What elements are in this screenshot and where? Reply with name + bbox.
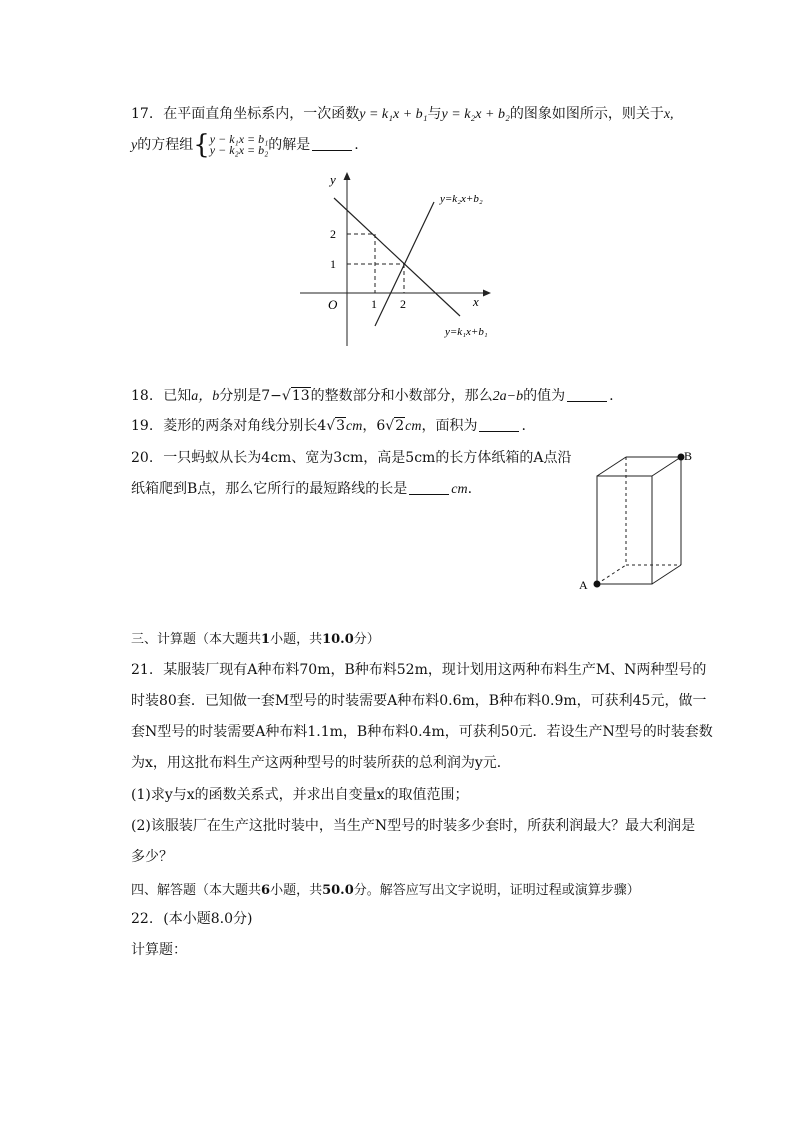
- q19-d1-unit: cm: [346, 419, 363, 434]
- q21-subquestion-1: (1)求y与x的函数关系式，并求出自变量x的取值范围；: [131, 787, 469, 803]
- q18-text-b: 分别是: [219, 388, 262, 404]
- x-axis-arrow: [483, 290, 491, 297]
- q22-header: [131, 909, 252, 929]
- front-face: [597, 476, 652, 584]
- system-eq2: y − k₂x = b₂: [209, 143, 269, 157]
- section3-heading: [131, 628, 380, 647]
- q19-sep: ，: [362, 418, 377, 434]
- q17-end: .: [354, 137, 359, 153]
- answer-blank[interactable]: [409, 480, 449, 495]
- system-brace: {: [193, 130, 210, 160]
- q21-text-line2: 时装80套．已知做一套M型号的时装需要A种布料0.6m，B种布料0.9m，可获利45元，做一: [131, 693, 707, 709]
- section3-title: 三、计算题（本大题共: [131, 632, 262, 647]
- section4-heading: [131, 879, 640, 898]
- section3-tail: 分）: [353, 632, 380, 647]
- tick-x1: 1: [371, 297, 377, 311]
- section3-count: 1: [261, 632, 271, 647]
- q17-text-e: 的解是: [268, 137, 311, 153]
- equation-system: [210, 134, 269, 156]
- q20-text-line1: 一只蚂蚁从长为4cm、宽为3cm，高是5cm的长方体纸箱的A点沿: [163, 450, 572, 466]
- section3-score: 10.0: [322, 632, 354, 647]
- x-label: x: [473, 294, 479, 309]
- q21-line4: [131, 753, 511, 773]
- q17-eq1: y = k₁x + b₁: [359, 107, 428, 122]
- q20-line2: [131, 479, 472, 500]
- q21-sub2b: [131, 847, 173, 867]
- q19-d1-rad: 3: [336, 418, 346, 434]
- q18-radicand: 13: [291, 388, 310, 404]
- q19-d1-coef: 4: [317, 418, 327, 434]
- q17-line1: [131, 104, 674, 125]
- q20-end: .: [467, 481, 473, 497]
- origin-label: O: [328, 297, 338, 312]
- point-A: [594, 581, 601, 588]
- cuboid-figure: [570, 446, 700, 596]
- q21-line2: [131, 691, 706, 711]
- q18-text-d: 的值为: [523, 388, 566, 404]
- y-label: y: [330, 172, 336, 187]
- q18-end: .: [609, 388, 614, 404]
- q17-conj: 与: [427, 106, 442, 122]
- q17-text-c: 的图象如图所示，则关于: [509, 106, 664, 122]
- top-edge-left: [597, 457, 626, 476]
- q21-text-line3: 套N型号的时装需要A种布料1.1m，B种布料0.4m，可获利50元．若设生产N型号的时装套数: [131, 724, 713, 740]
- section4-score: 50.0: [322, 883, 354, 898]
- q18-text-c: 的整数部分和小数部分，那么: [310, 388, 493, 404]
- answer-blank[interactable]: [479, 417, 519, 432]
- q22-points: (本小题8.0分): [163, 911, 253, 927]
- q21-subquestion-2-cont: 多少？: [131, 849, 173, 865]
- q17-line2: [131, 132, 359, 159]
- q19-d2-unit: cm: [405, 419, 422, 434]
- q21-text-line4: 为x，用这批布料生产这两种型号的时装所获的总利润为y元．: [131, 755, 511, 771]
- q17-var-y: y: [131, 138, 138, 153]
- section3-mid: 小题，共: [270, 632, 323, 647]
- section4-mid: 小题，共: [270, 883, 323, 898]
- section4-tail: 分。解答应写出文字说明，证明过程或演算步骤）: [353, 883, 640, 898]
- line2-label: y=k₂x+b₂: [440, 193, 483, 205]
- top-edge-right: [652, 457, 681, 476]
- bottom-right-edge: [652, 565, 681, 584]
- q21-line3: [131, 722, 713, 742]
- q19-d2-rad: 2: [395, 418, 405, 434]
- q21-line1: [131, 660, 706, 680]
- q20-text-line2: 纸箱爬到B点，那么它所行的最短路线的长是: [131, 481, 408, 497]
- q20-number: 20.: [131, 450, 154, 466]
- q19: 19. 菱形的两条对角线分别长4√3cm，6√2cm，面积为 .: [131, 418, 526, 434]
- hidden-depth-edge: [597, 565, 626, 584]
- q19-number: 19.: [131, 418, 154, 434]
- q22-number: 22.: [131, 911, 154, 927]
- q17-number: 17.: [131, 106, 154, 122]
- q18-expr-b: 2a−b: [492, 389, 524, 404]
- line1-label: y=k₁x+b₁: [445, 326, 488, 338]
- q18: 18. 已知a，b分别是7−√13的整数部分和小数部分，那么2a−b的值为 .: [131, 388, 614, 404]
- answer-blank[interactable]: [567, 387, 607, 402]
- section4-count: 6: [261, 883, 271, 898]
- q18-number: 18.: [131, 388, 154, 404]
- q21-number: 21.: [131, 662, 154, 678]
- q22-prompt: [131, 940, 187, 960]
- q21-sub2a: [131, 816, 695, 836]
- label-A: A: [579, 578, 588, 592]
- q17-eq2: y = k₂x + b₂: [441, 107, 510, 122]
- q18-expr-a: 7−: [261, 388, 282, 404]
- linear-function-graph: [290, 168, 520, 350]
- q21-subquestion-2: (2)该服装厂在生产这批时装中，当生产N型号的时装多少套时，所获利润最大？最大利润是: [131, 818, 696, 834]
- q17-var-x: x,: [663, 107, 674, 122]
- q18-text-a: 已知: [163, 388, 192, 404]
- q22-prompt-text: 计算题：: [131, 942, 187, 958]
- line-k1: [334, 198, 460, 316]
- section4-title: 四、解答题（本大题共: [131, 883, 262, 898]
- q17-text-d: 的方程组: [137, 137, 194, 153]
- y-axis-arrow: [344, 172, 351, 180]
- q19-text-b: ，面积为: [421, 418, 478, 434]
- q21-text-line1: 某服装厂现有A种布料70m，B种布料52m，现计划用这两种布料生产M、N两种型号的: [163, 662, 707, 678]
- system-eq1: y − k₁x = b₁: [209, 132, 269, 146]
- q19-text-a: 菱形的两条对角线分别长: [163, 418, 318, 434]
- q19-end: .: [521, 418, 526, 434]
- label-B: B: [684, 449, 693, 463]
- q21-sub1: [131, 785, 469, 805]
- q20-unit: cm: [451, 482, 468, 497]
- tick-x2: 2: [400, 297, 406, 311]
- tick-y1: 1: [330, 257, 336, 271]
- q17-text: 在平面直角坐标系内，一次函数: [163, 106, 360, 122]
- q18-vars: a，b: [191, 389, 220, 404]
- q19-d2-coef: 6: [376, 418, 386, 434]
- tick-y2: 2: [330, 227, 336, 241]
- answer-blank[interactable]: [312, 136, 352, 151]
- q20-line1: [131, 448, 571, 468]
